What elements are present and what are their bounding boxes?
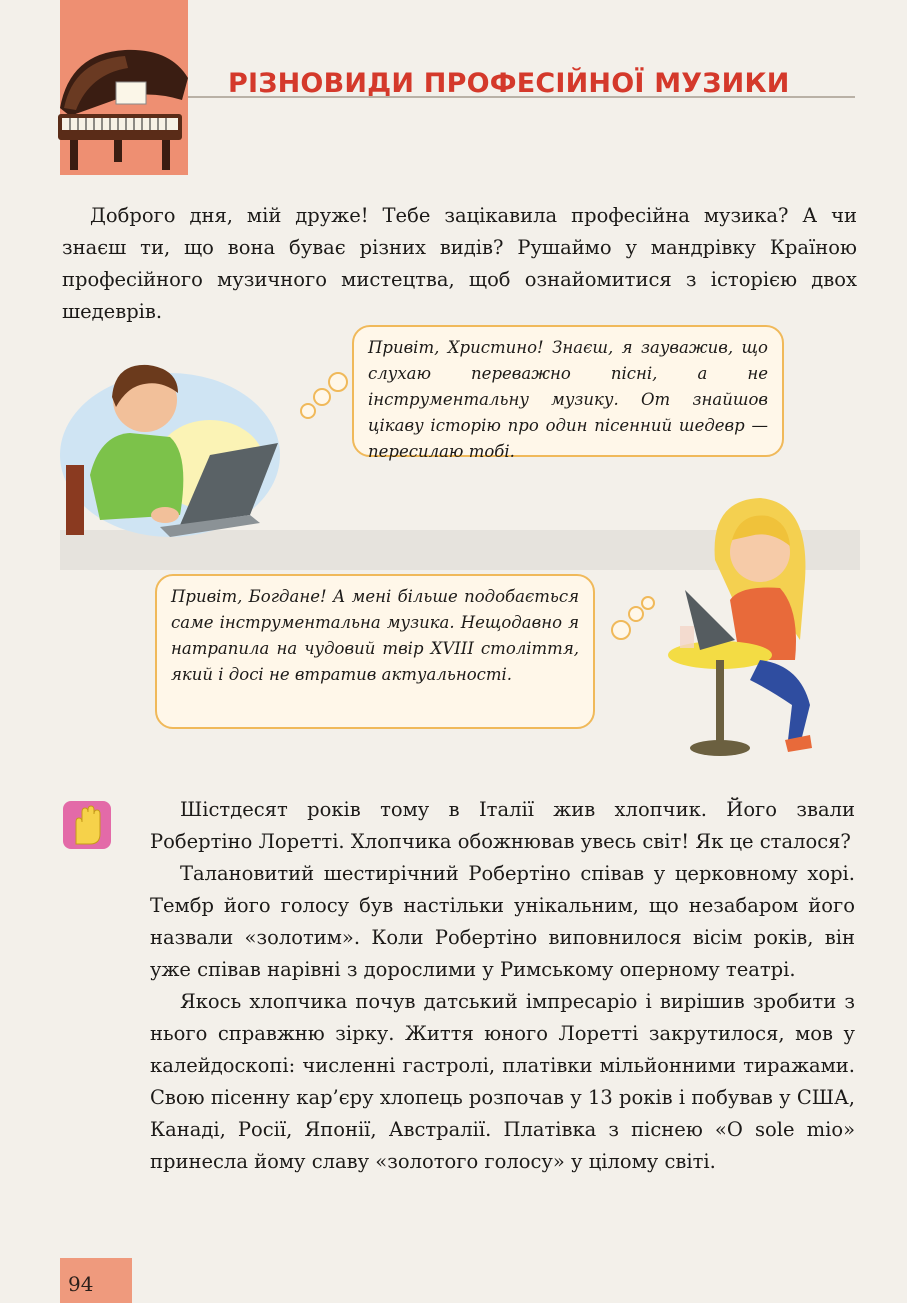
bubble-dot <box>641 596 655 610</box>
girl-illustration <box>660 490 850 770</box>
intro-paragraph: Доброго дня, мій друже! Тебе зацікавила професійна музика? А чи знаєш ти, що вона буває різних видів? Рушаймо у мандрівку Країною професійного музичного мистецтва, щоб ознайомитися з історією двох шедеврів. <box>62 204 857 323</box>
bubble-dot <box>313 388 331 406</box>
story-paragraph: Талановитий шестирічний Робертіно співав у церковному хорі. Тембр його голосу був настільки унікальним, що незабаром його назвали «золотим». Коли Робертіно виповнилося вісім років, він уже співав нарівні з дорослими у Римському оперному театрі. <box>150 862 855 981</box>
piano-icon <box>50 38 200 178</box>
bubble-dot <box>628 606 644 622</box>
bubble-dot <box>328 372 348 392</box>
hand-icon <box>62 800 112 850</box>
boy-speech-bubble: Привіт, Христино! Знаєш, я зауважив, що слухаю переважно пісні, а не інструментальну музику. От знайшов цікаву історію про один пісенний шедевр — пересилаю тобі. <box>352 325 784 457</box>
boy-illustration <box>60 345 290 545</box>
story-paragraph: Шістдесят років тому в Італії жив хлопчик. Його звали Робертіно Лоретті. Хлопчика обожнював увесь світ! Як це сталося? <box>150 798 855 853</box>
page-number: 94 <box>68 1272 94 1296</box>
bubble-dot <box>611 620 631 640</box>
page-title: РІЗНОВИДИ ПРОФЕСІЙНОЇ МУЗИКИ <box>228 68 790 99</box>
bubble-dot <box>300 403 316 419</box>
story-text <box>150 794 855 1178</box>
story-paragraph: Якось хлопчика почув датський імпресаріо і вирішив зробити з нього справжню зірку. Життя юного Лоретті закрутилося, мов у калейдоскопі: численні гастролі, платівки мільйонними тиражами. Свою пісенну кар’єру хлопець розпочав у 13 років і побував у США, Канаді, Росії, Японії, Австралії. Платівка з піснею «O sole mio» принесла йому славу «золотого голосу» у цілому світі. <box>150 990 855 1173</box>
girl-speech-bubble: Привіт, Богдане! А мені більше подобається саме інструментальна музика. Нещодавно я натрапила на чудовий твір XVIII століття, який і досі не втратив актуальності. <box>155 574 595 729</box>
